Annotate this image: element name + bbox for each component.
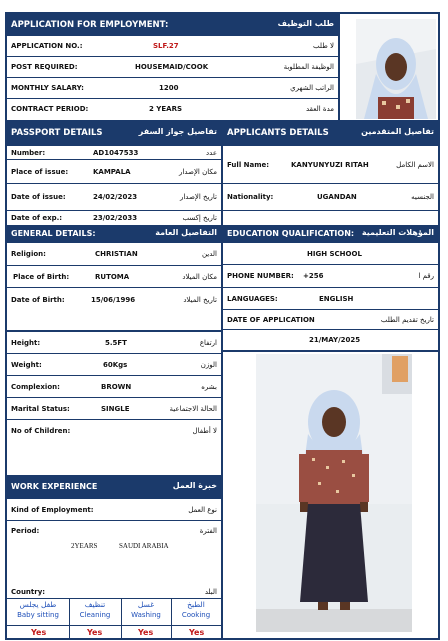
row-place-of-issue: [7, 160, 221, 184]
general-title-ar: التفاصيل العامة: [155, 228, 217, 237]
row-period: [7, 521, 221, 541]
passport-title-en: PASSPORT DETAILS: [11, 128, 103, 138]
value-monthly-salary: 1200: [159, 84, 179, 92]
value-weight: 60Kgs: [103, 360, 128, 369]
row-kind-of-employment: [7, 499, 221, 521]
label-place-of-issue: Place of issue:: [11, 167, 69, 176]
value-place-of-birth: RUTOMA: [95, 272, 130, 281]
row-date-of-birth: [7, 288, 221, 311]
ar-date-of-issue: تاريخ الإصدار: [179, 193, 217, 201]
row-complexion: [7, 376, 221, 398]
applicant-headshot: [356, 19, 436, 119]
ar-monthly-salary: الراتب الشهري: [290, 84, 334, 92]
skill-baby-sitting-ar: طفل يجلس: [19, 600, 57, 609]
skill-washing: [121, 600, 171, 619]
row-place-of-birth: [7, 266, 221, 288]
label-marital-status: Marital Status:: [11, 404, 70, 413]
label-no-of-children: No of Children:: [11, 427, 71, 435]
value-contract-period: 2 YEARS: [149, 105, 183, 113]
ar-height: ارتفاع: [199, 338, 217, 347]
value-languages: ENGLISH: [319, 294, 354, 303]
skill-baby-sitting-en: Baby sitting: [17, 611, 59, 619]
skill-washing-en: Washing: [131, 611, 161, 619]
ar-period: الفترة: [199, 527, 217, 535]
ar-date-of-application: تاريخ تقديم الطلب: [380, 315, 434, 324]
header-bar: [7, 14, 338, 36]
ar-phone: رقم ا: [418, 272, 434, 280]
row-no-of-children: [7, 420, 221, 442]
label-phone: PHONE NUMBER:: [227, 272, 294, 280]
applicant-title-en: APPLICANTS DETAILS: [227, 128, 329, 138]
label-passport-number: Number:: [11, 148, 46, 157]
value-height: 5.5FT: [105, 338, 127, 347]
skill-washing-ar: غسل: [137, 600, 155, 609]
label-complexion: Complexion:: [11, 382, 60, 391]
row-nationality: [223, 184, 438, 211]
label-country: Country:: [11, 587, 46, 596]
divider-lower: [221, 465, 223, 640]
separator-education: [223, 350, 438, 352]
education-bar: [223, 225, 438, 243]
skill-cleaning: [69, 600, 121, 619]
label-languages: LANGUAGES:: [227, 294, 278, 303]
ar-application-no: لا طلب: [313, 42, 334, 50]
label-post-required: POST REQUIRED:: [11, 63, 78, 71]
label-date-of-birth: Date of Birth:: [11, 295, 65, 304]
skill-baby-sitting: [7, 600, 69, 619]
work-bar: [7, 475, 221, 499]
value-date-of-exp: 23/02/2033: [93, 214, 138, 222]
ar-place-of-issue: مكان الإصدار: [179, 167, 217, 176]
label-kind-of-employment: Kind of Employment:: [11, 505, 94, 514]
ar-place-of-birth: مكان الميلاد: [182, 272, 217, 281]
label-date-of-exp: Date of exp.:: [11, 214, 63, 222]
ar-no-of-children: لا أطفال: [192, 427, 217, 435]
education-title-en: EDUCATION QUALIFICATION:: [227, 229, 355, 238]
value-marital-status: SINGLE: [101, 404, 130, 413]
row-passport-number: [7, 146, 221, 160]
ar-weight: الوزن: [200, 360, 217, 369]
skill-baby-sitting-value: Yes: [31, 628, 47, 637]
ar-date-of-birth: تاريخ الميلاد: [183, 295, 217, 304]
ar-complexion: بشره: [201, 382, 217, 391]
value-phone: +256: [303, 272, 324, 280]
value-post-required: HOUSEMAID/COOK: [135, 63, 209, 71]
ar-kind-of-employment: نوع العمل: [188, 505, 217, 514]
ar-contract-period: مدة العقد: [306, 105, 334, 113]
label-place-of-birth: Place of Birth:: [13, 272, 70, 281]
row-phone: [223, 265, 438, 288]
value-place-of-issue: KAMPALA: [93, 167, 131, 176]
label-date-of-issue: Date of issue:: [11, 193, 66, 201]
label-contract-period: CONTRACT PERIOD:: [11, 105, 89, 113]
row-date-of-application-value: [223, 330, 438, 350]
skill-cleaning-value: Yes: [87, 628, 103, 637]
skill-cooking: [171, 600, 221, 619]
row-application-no: [7, 36, 338, 57]
value-date-of-birth: 15/06/1996: [91, 295, 136, 304]
header-title-ar: طلب التوظيف: [277, 19, 334, 28]
row-date-of-exp: [7, 211, 221, 225]
value-full-name: KANYUNYUZI RITAH: [291, 160, 369, 169]
work-title-ar: خبرة العمل: [172, 481, 217, 490]
label-application-no: APPLICATION NO.:: [11, 42, 83, 50]
label-period: Period:: [11, 527, 40, 535]
application-form: [5, 12, 440, 640]
ar-marital-status: الحالة الاجتماعية: [169, 404, 217, 413]
row-post-required: [7, 57, 338, 78]
skills-grid: [7, 599, 221, 640]
value-date-of-application: 21/MAY/2025: [309, 336, 361, 344]
row-contract-period: [7, 99, 338, 119]
value-period: 2YEARS: [71, 542, 98, 550]
row-education-value: [223, 243, 438, 265]
ar-post-required: الوظيفة المطلوبة: [283, 63, 334, 71]
row-country: [7, 585, 221, 599]
header-title-en: APPLICATION FOR EMPLOYMENT:: [11, 20, 169, 30]
applicant-full-photo: [256, 354, 412, 632]
ar-country: البلد: [204, 587, 217, 596]
ar-nationality: الجنسيه: [411, 193, 434, 201]
label-height: Height:: [11, 338, 41, 347]
row-monthly-salary: [7, 78, 338, 99]
education-title-ar: المؤهلات التعليمية: [361, 228, 434, 237]
skill-cooking-value: Yes: [189, 628, 205, 637]
value-application-no: SLF.27: [153, 42, 179, 50]
row-marital-status: [7, 398, 221, 420]
value-country: SAUDI ARABIA: [119, 542, 169, 550]
label-monthly-salary: MONTHLY SALARY:: [11, 84, 84, 92]
skill-washing-value: Yes: [138, 628, 154, 637]
ar-religion: الدين: [201, 250, 217, 258]
skill-cleaning-en: Cleaning: [79, 611, 111, 619]
divider-top-photo: [338, 14, 340, 120]
passport-bar: [7, 120, 221, 146]
ar-full-name: الاسم الكامل: [396, 160, 434, 169]
value-date-of-issue: 24/02/2023: [93, 193, 138, 201]
skill-cooking-en: Cooking: [181, 611, 211, 619]
work-title-en: WORK EXPERIENCE: [11, 482, 98, 491]
row-languages: [223, 288, 438, 310]
ar-passport-number: عدد: [206, 148, 217, 157]
applicant-bar: [223, 120, 438, 146]
row-full-name: [223, 146, 438, 184]
row-weight: [7, 354, 221, 376]
skill-cooking-ar: الطبخ: [187, 600, 205, 609]
label-weight: Weight:: [11, 360, 42, 369]
work-history-entry: [7, 541, 221, 555]
general-bar: [7, 225, 221, 243]
row-religion: [7, 243, 221, 266]
general-title-en: GENERAL DETAILS:: [11, 229, 96, 238]
ar-date-of-exp: تاريخ إكسب: [182, 214, 217, 222]
value-nationality: UGANDAN: [317, 193, 357, 201]
passport-title-ar: تفاصيل جواز السفر: [138, 127, 217, 136]
label-full-name: Full Name:: [227, 160, 270, 169]
label-date-of-application: DATE OF APPLICATION: [227, 315, 315, 324]
row-date-of-issue: [7, 184, 221, 211]
applicant-title-ar: تفاصيل المتقدمين: [361, 127, 434, 136]
value-religion: CHRISTIAN: [95, 250, 138, 258]
value-complexion: BROWN: [101, 382, 132, 391]
row-height: [7, 332, 221, 354]
skill-cleaning-ar: تنظيف: [84, 600, 106, 609]
value-passport-number: AD1047533: [93, 148, 139, 157]
label-nationality: Nationality:: [227, 193, 274, 201]
value-education: HIGH SCHOOL: [307, 249, 362, 258]
label-religion: Religion:: [11, 250, 46, 258]
row-date-of-application: [223, 310, 438, 330]
